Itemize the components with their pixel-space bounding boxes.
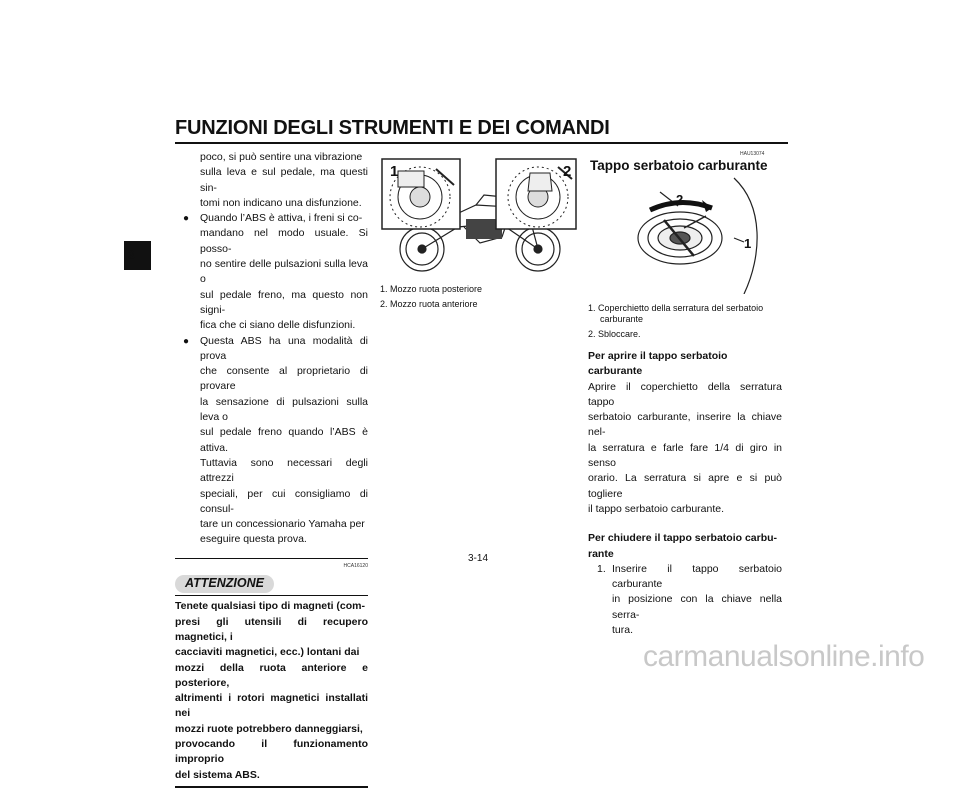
figure-label-2: 2 bbox=[563, 163, 572, 180]
watermark: carmanualsonline.info bbox=[643, 640, 925, 673]
fuel-cap-illustration bbox=[594, 176, 784, 294]
warning-code: HCA16120 bbox=[343, 562, 368, 569]
text-line: sul pedale freno, ma questo non signi- bbox=[200, 288, 368, 316]
text-line: mozzi ruote potrebbero danneggiarsi, bbox=[175, 722, 363, 735]
text-line: in posizione con la chiave nella serra- bbox=[612, 593, 782, 621]
step-number: 1. bbox=[597, 562, 606, 575]
bullet-item bbox=[175, 334, 368, 548]
column-right-body bbox=[588, 349, 782, 638]
text-line: mozzi della ruota anteriore e posteriore, bbox=[175, 661, 368, 689]
text-line: orario. La serratura si apre e si può togliere bbox=[588, 472, 782, 500]
section-code: HAU13074 bbox=[740, 151, 765, 157]
text-line: Questa ABS ha una modalità di prova bbox=[200, 334, 368, 362]
text-line: fica che ci siano delle disfunzioni. bbox=[200, 319, 356, 332]
continuation-paragraph bbox=[175, 150, 368, 211]
page-number: 3-14 bbox=[468, 553, 489, 564]
caption-line: carburante bbox=[600, 314, 644, 324]
text-line: che consente al proprietario di provare bbox=[200, 365, 368, 393]
chapter-tab-number: 3 bbox=[128, 248, 135, 262]
motorcycle-hubs-illustration bbox=[380, 157, 580, 275]
text-line: la serratura e farle fare 1/4 di giro in senso bbox=[588, 441, 782, 470]
bullet-item bbox=[175, 211, 368, 333]
subheading-open: Per aprire il tappo serbatoio carburante bbox=[588, 350, 728, 378]
text-line: del sistema ABS. bbox=[175, 768, 260, 781]
page-title: FUNZIONI DEGLI STRUMENTI E DEI COMANDI bbox=[175, 117, 610, 139]
text-line: mandano nel modo usuale. Si posso- bbox=[200, 227, 368, 255]
text-line: Quando l’ABS è attiva, i freni si co- bbox=[200, 212, 363, 225]
caption-line: 2. Sbloccare. bbox=[588, 329, 641, 339]
bullet-icon: ● bbox=[183, 335, 190, 347]
text-line: Aprire il coperchietto della serratura tappo bbox=[588, 380, 782, 408]
caption-line: 1. Coperchietto della serratura del serbatoio bbox=[588, 303, 764, 313]
text-line: presi gli utensili di recupero magnetici, i bbox=[175, 615, 368, 643]
figure-captions-fuelcap bbox=[588, 303, 782, 340]
text-line: poco, si può sentire una vibrazione bbox=[200, 151, 363, 163]
section-title: Tappo serbatoio carburante bbox=[590, 158, 768, 173]
text-line: Inserire il tappo serbatoio carburante bbox=[612, 562, 782, 591]
warning-body bbox=[175, 599, 368, 783]
text-line: Tuttavia sono necessari degli attrezzi bbox=[200, 456, 368, 485]
text-line: sulla leva e sul pedale, ma questi sin- bbox=[200, 166, 368, 194]
text-line: la sensazione di pulsazioni sulla leva o bbox=[200, 395, 368, 424]
text-line: altrimenti i rotori magnetici installati nei bbox=[175, 692, 368, 720]
caption-line: 1. Mozzo ruota posteriore bbox=[380, 284, 483, 294]
text-line: tare un concessionario Yamaha per bbox=[200, 518, 365, 531]
numbered-step bbox=[588, 562, 782, 638]
header-rule bbox=[175, 142, 788, 144]
text-line: cacciaviti magnetici, ecc.) lontani dai bbox=[175, 646, 360, 659]
subheading-close: rante bbox=[588, 547, 614, 560]
text-line: il tappo serbatoio carburante. bbox=[588, 502, 725, 515]
text-line: eseguire questa prova. bbox=[200, 533, 307, 546]
text-line: provocando il funzionamento improprio bbox=[175, 737, 368, 766]
text-line: serbatoio carburante, inserire la chiave nel- bbox=[588, 411, 782, 439]
text-line: speciali, per cui consigliamo di consul- bbox=[200, 487, 368, 515]
text-line: tura. bbox=[612, 624, 634, 637]
text-line: Tenete qualsiasi tipo di magneti (com- bbox=[175, 600, 365, 613]
caption-line: 2. Mozzo ruota anteriore bbox=[380, 299, 478, 309]
text-line: tomi non indicano una disfunzione. bbox=[200, 196, 362, 209]
figure-label-1: 1 bbox=[744, 236, 752, 251]
bullet-icon: ● bbox=[183, 213, 190, 225]
warning-badge: ATTENZIONE bbox=[175, 575, 274, 593]
text-line: sul pedale freno quando l’ABS è attiva. bbox=[200, 426, 368, 454]
subheading-close: Per chiudere il tappo serbatoio carbu- bbox=[588, 532, 778, 545]
text-line: no sentire delle pulsazioni sulla leva o bbox=[200, 258, 368, 286]
figure-label-2: 2 bbox=[676, 192, 684, 207]
column-left bbox=[175, 150, 368, 788]
figure-label-1: 1 bbox=[390, 163, 399, 180]
figure-captions-hubs bbox=[380, 282, 482, 312]
